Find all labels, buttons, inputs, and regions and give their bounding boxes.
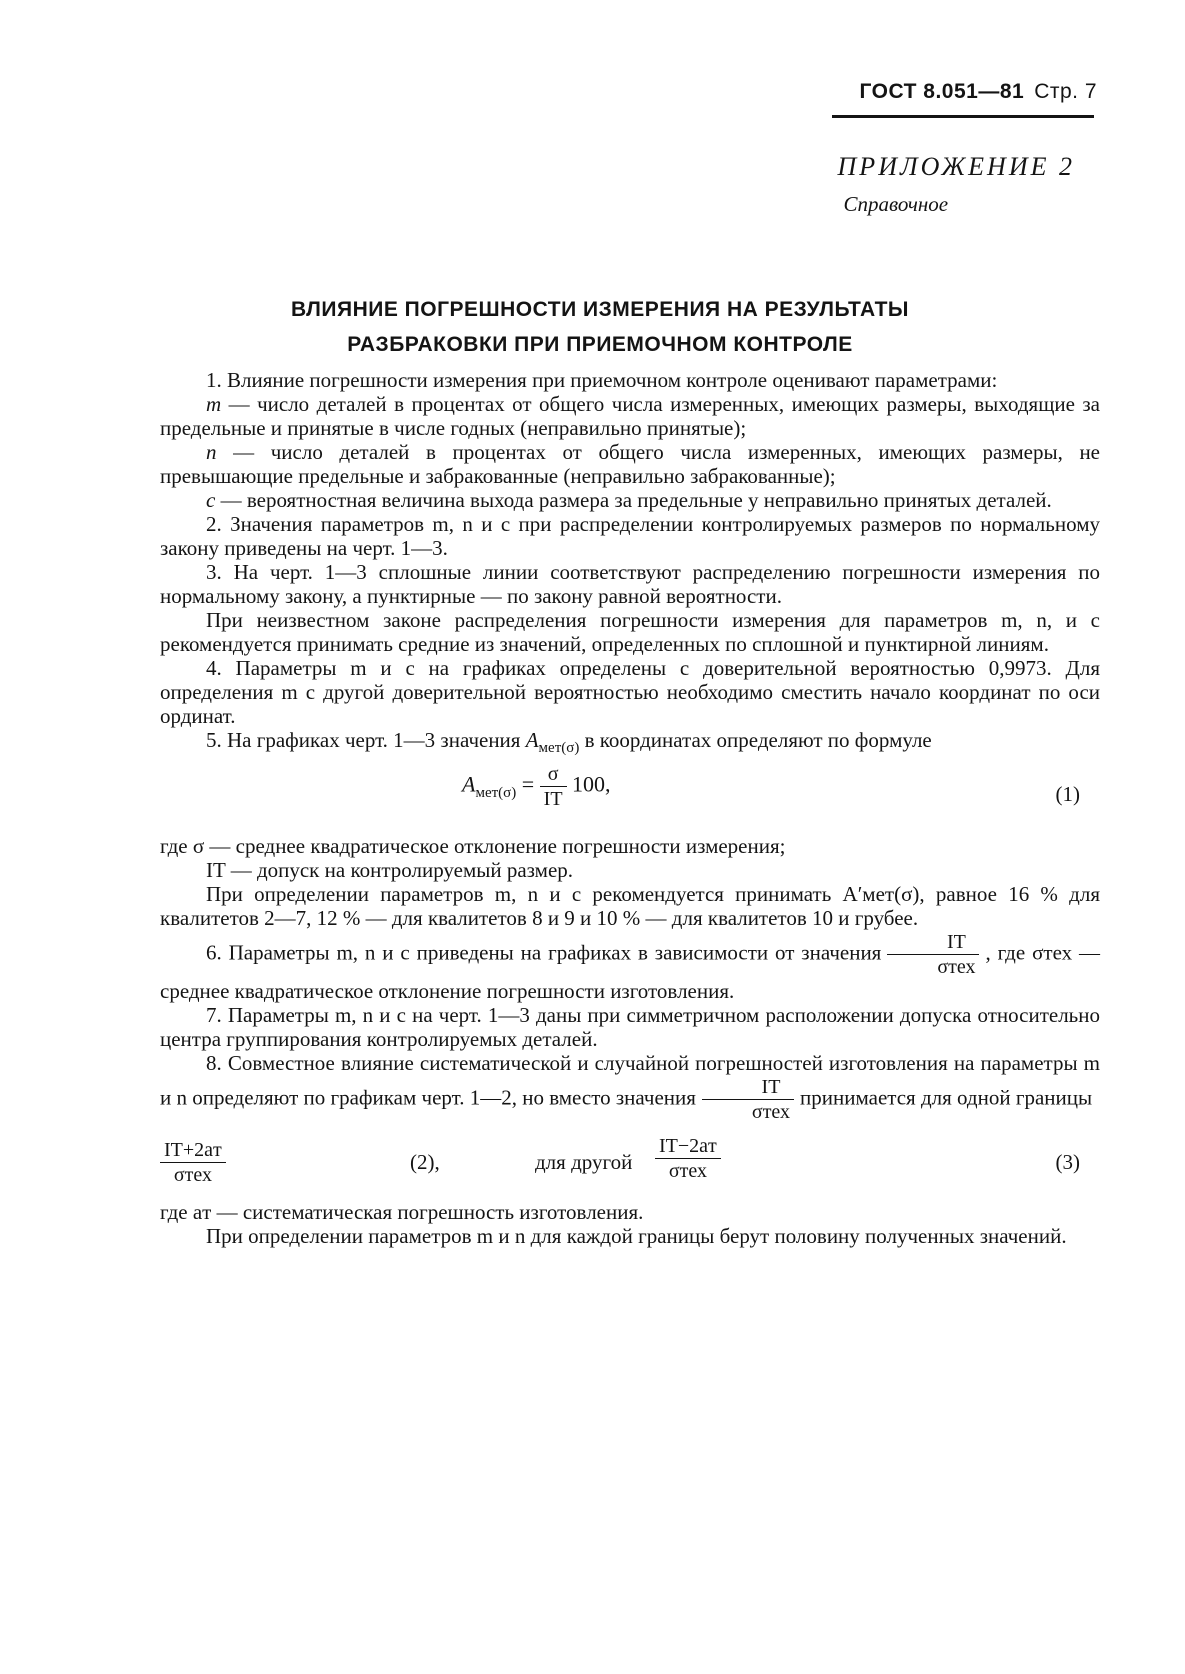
eq3-fraction	[655, 1134, 721, 1183]
equation-2-number: (2),	[410, 1150, 440, 1175]
equation-1	[160, 760, 1100, 834]
symbol-a-subscript: мет(σ)	[538, 740, 580, 757]
paragraph-3: 3. На черт. 1—3 сплошные линии соответствуют распределению погрешности измерения по нормальному закону, а пунктирные — по закону равной вероятности.	[160, 560, 1100, 608]
header-rule	[832, 115, 1094, 118]
paragraph-3b: При неизвестном законе распределения погрешности измерения для параметров m, n, и c рекомендуется принимать средние из значений, определенных по сплошной и пунктирной линиям.	[160, 608, 1100, 656]
where-it: IT — допуск на контролируемый размер.	[206, 858, 574, 883]
page-header	[860, 80, 1098, 104]
eq3-lead: для другой	[535, 1150, 633, 1175]
appendix-label	[838, 152, 1075, 217]
symbol-m: m	[206, 392, 222, 416]
definition-n	[160, 440, 1100, 488]
paragraph-5-start: 5. На графиках черт. 1—3 значения	[206, 728, 521, 752]
definition-c-text: — вероятностная величина выхода размера за предельные у неправильно принятых деталей.	[215, 488, 1052, 512]
eq1-lhs-subscript: мет(σ)	[475, 785, 517, 802]
standard-number: ГОСТ 8.051—81	[859, 80, 1025, 103]
equation-3-number: (3)	[1055, 1150, 1080, 1175]
symbol-c: c	[206, 488, 216, 512]
paragraph-1: 1. Влияние погрешности измерения при приемочном контроле оценивают параметрами:	[206, 368, 998, 392]
eq1-denominator: IT	[543, 788, 563, 811]
paragraph-5-end: в координатах определяют по формуле	[584, 728, 932, 752]
paragraph-6-end: , где σтех — среднее квадратическое отклонение погрешности изготовления.	[160, 940, 1100, 1004]
where-sigma: где σ — среднее квадратическое отклонение погрешности измерения;	[160, 834, 786, 859]
eq1-numerator: σ	[540, 762, 567, 787]
paragraph-5c: При определении параметров m, n и c рекомендуется принимать A′мет(σ), равное 16 % для квалитетов 2—7, 12 % — для квалитетов 8 и 9 и 10 % — для квалитетов 10 и грубее.	[160, 882, 1100, 931]
p8-numerator: IT	[702, 1075, 794, 1100]
appendix-type: Справочное	[843, 192, 949, 216]
paragraph-4: 4. Параметры m и c на графиках определены с доверительной вероятностью 0,9973. Для определения m с другой доверительной вероятностью необходимо сместить начало координат по оси ординат.	[160, 656, 1100, 728]
paragraph-6-start: 6. Параметры m, n и c приведены на графиках в зависимости от значения	[206, 940, 882, 965]
definition-n-text: — число деталей в процентах от общего числа измеренных, имеющих размеры, не превышающие предельные и забракованные (неправильно забракованные);	[160, 440, 1100, 488]
paragraph-6	[160, 930, 1100, 1003]
section-title-line-2: РАЗБРАКОВКИ ПРИ ПРИЕМОЧНОМ КОНТРОЛЕ	[347, 333, 853, 356]
page-number: Стр. 7	[1034, 80, 1097, 103]
paragraph-7: 7. Параметры m, n и c на черт. 1—3 даны при симметричном расположении допуска относительно центра группирования контролируемых деталей.	[160, 1003, 1100, 1052]
eq2-fraction	[160, 1138, 226, 1187]
equation-1-number: (1)	[1055, 782, 1080, 807]
symbol-a: A	[525, 728, 539, 752]
p8-fraction	[702, 1075, 794, 1124]
paragraph-last: При определении параметров m и n для каждой границы берут половину полученных значений.	[206, 1224, 1067, 1249]
equations-2-3	[160, 1130, 1100, 1200]
eq1-fraction	[540, 762, 567, 811]
p6-denominator: σтех	[937, 956, 976, 979]
eq1-equals: =	[521, 771, 535, 797]
paragraph-8-end: принимается для одной границы	[800, 1085, 1093, 1110]
appendix-title: ПРИЛОЖЕНИЕ 2	[837, 152, 1075, 181]
definition-c	[160, 488, 1100, 512]
eq2-numerator: IT+2aт	[160, 1138, 226, 1163]
symbol-n: n	[206, 440, 217, 464]
where-a: где aт — систематическая погрешность изготовления.	[160, 1200, 644, 1225]
section-title	[160, 292, 1040, 362]
body-text	[160, 368, 1100, 1248]
p8-denominator: σтех	[751, 1101, 791, 1124]
eq2-denominator: σтех	[173, 1164, 212, 1187]
eq1-lhs: A	[462, 771, 476, 797]
paragraph-8	[160, 1051, 1100, 1124]
eq3-denominator: σтех	[668, 1160, 707, 1183]
eq3-numerator: IT−2aт	[655, 1134, 721, 1159]
definition-m	[160, 392, 1100, 440]
section-title-line-1: ВЛИЯНИЕ ПОГРЕШНОСТИ ИЗМЕРЕНИЯ НА РЕЗУЛЬТАТЫ	[291, 298, 909, 321]
paragraph-5	[160, 728, 1100, 760]
p6-numerator: IT	[887, 930, 979, 955]
equation-1-body	[462, 762, 611, 811]
paragraph-2: 2. Значения параметров m, n и c при распределении контролируемых размеров по нормальному закону приведены на черт. 1—3.	[160, 512, 1100, 560]
paragraph-8-start: 8. Совместное влияние систематической и случайной погрешностей изготовления на параметры m и n определяют по графикам черт. 1—2, но вместо значения	[160, 1051, 1100, 1110]
p6-fraction	[887, 930, 979, 979]
definition-m-text: — число деталей в процентах от общего числа измеренных, имеющих размеры, выходящие за предельные и принятые в числе годных (неправильно принятые);	[160, 392, 1100, 440]
eq1-multiplier: 100,	[572, 771, 611, 797]
